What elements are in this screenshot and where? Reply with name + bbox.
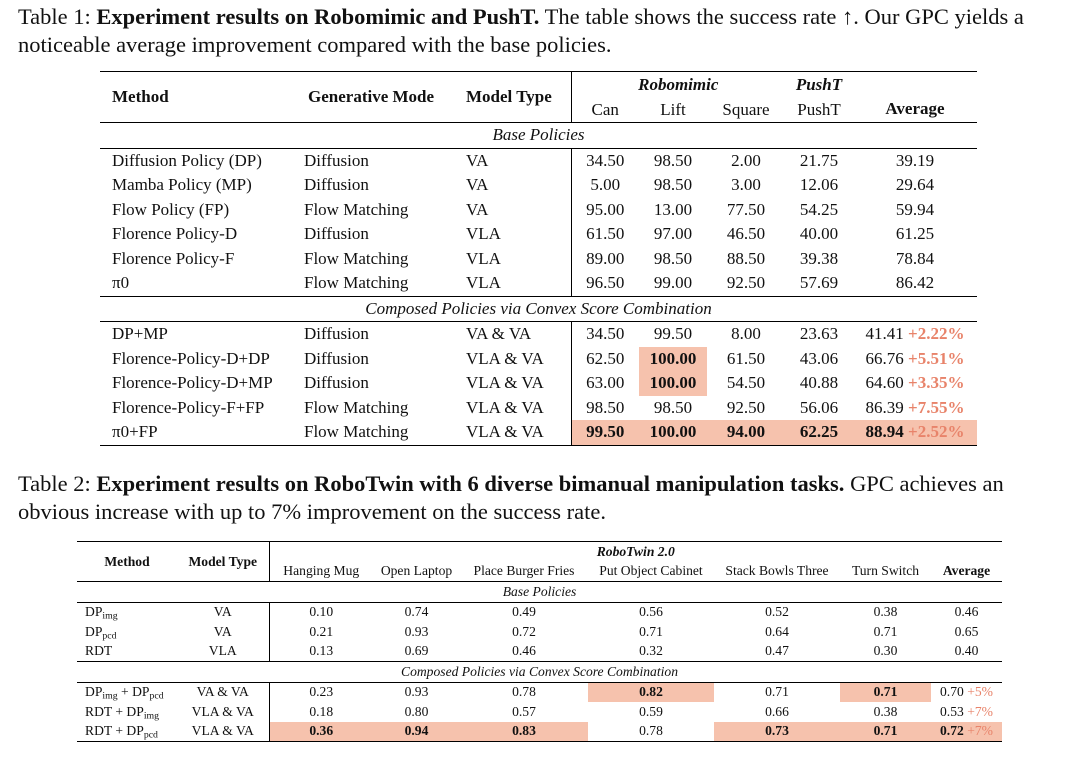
t1-header-robomimic: Robomimic <box>571 72 785 99</box>
average-value: 41.41 <box>865 324 904 344</box>
table-row <box>100 322 977 347</box>
method-cell <box>77 722 177 742</box>
type-cell: VLA <box>466 248 501 268</box>
average-cell: 0.65 <box>954 623 979 639</box>
average-cell: 39.19 <box>895 150 935 170</box>
method-cell: π0 <box>112 273 130 293</box>
lift-cell: 100.00 <box>639 420 707 445</box>
gain-value: +5% <box>967 684 993 700</box>
method-subscript: pcd <box>149 690 164 702</box>
lift-cell: 98.50 <box>653 175 693 195</box>
lift-cell: 100.00 <box>639 371 707 396</box>
pusht-cell: 54.25 <box>799 199 839 219</box>
method-cell: Florence-Policy-D+MP <box>112 373 273 393</box>
method-subscript: pcd <box>143 729 158 741</box>
type-cell: VLA & VA <box>191 703 254 719</box>
table-row <box>77 602 1002 622</box>
table-row <box>77 682 1002 702</box>
value-cell: 0.57 <box>512 703 536 719</box>
value-cell: 0.78 <box>512 684 536 700</box>
method-cell: Florence Policy-F <box>112 248 235 268</box>
value-cell: 0.13 <box>269 642 373 662</box>
pusht-cell: 39.38 <box>799 248 839 268</box>
average-cell <box>853 371 977 396</box>
table-row <box>100 347 977 372</box>
pusht-cell: 40.88 <box>799 373 839 393</box>
average-value: 0.53 <box>940 703 964 719</box>
method-name: DP <box>126 703 144 719</box>
can-cell: 62.50 <box>571 347 639 372</box>
mode-cell: Diffusion <box>304 224 369 244</box>
t2-section-composed: Composed Policies via Convex Score Combination <box>401 663 678 679</box>
t1-header-method: Method <box>112 87 169 106</box>
pusht-cell: 12.06 <box>799 175 839 195</box>
type-cell: VLA & VA <box>466 397 544 417</box>
type-cell: VA <box>466 175 489 195</box>
average-cell <box>853 420 977 445</box>
value-cell: 0.18 <box>269 702 373 722</box>
mode-cell: Flow Matching <box>304 273 409 293</box>
can-cell: 96.50 <box>571 271 639 296</box>
table-row <box>100 148 977 173</box>
average-value: 66.76 <box>865 348 904 368</box>
method-cell: π0+FP <box>112 422 158 442</box>
lift-cell: 98.50 <box>653 397 693 417</box>
method-subscript: img <box>102 690 118 702</box>
value-cell: 0.71 <box>639 623 663 639</box>
can-cell: 34.50 <box>571 322 639 347</box>
t1-header-type: Model Type <box>466 87 552 106</box>
t1-header-average: Average <box>885 99 945 118</box>
type-cell: VA & VA <box>466 324 532 344</box>
table-row <box>100 247 977 272</box>
value-cell: 0.38 <box>873 604 898 620</box>
type-cell: VLA <box>466 273 501 293</box>
pusht-cell: 62.25 <box>785 420 853 445</box>
table-row <box>100 271 977 296</box>
method-name: DP <box>85 604 103 620</box>
pusht-cell: 23.63 <box>799 324 839 344</box>
value-cell: 0.71 <box>765 684 789 700</box>
method-name: RDT <box>85 723 112 739</box>
value-cell: 0.71 <box>840 682 931 702</box>
method-cell <box>77 602 177 622</box>
average-cell <box>853 347 977 372</box>
value-cell: 0.56 <box>639 604 663 620</box>
method-cell: Florence-Policy-D+DP <box>112 348 270 368</box>
method-cell: DP+MP <box>112 324 168 344</box>
value-cell: 0.69 <box>404 643 429 659</box>
method-name: DP <box>126 723 144 739</box>
method-cell <box>77 622 177 642</box>
value-cell: 0.94 <box>373 722 460 742</box>
type-cell: VLA <box>466 224 501 244</box>
mode-cell: Flow Matching <box>304 422 409 442</box>
pusht-cell: 57.69 <box>799 273 839 293</box>
value-cell: 0.64 <box>765 623 789 639</box>
t1-header-pusht-group: PushT <box>795 75 843 94</box>
value-cell: 0.66 <box>765 703 789 719</box>
method-cell: Mamba Policy (MP) <box>112 175 252 195</box>
table1-caption-title: Experiment results on Robomimic and PushT. <box>96 4 540 29</box>
type-cell: VA <box>213 623 232 639</box>
t1-header-pusht: PushT <box>797 100 841 119</box>
table-row <box>100 198 977 223</box>
square-cell: 54.50 <box>726 373 766 393</box>
lift-cell: 98.50 <box>653 248 693 268</box>
lift-cell: 98.50 <box>653 150 693 170</box>
square-cell: 8.00 <box>731 324 761 344</box>
can-cell: 34.50 <box>571 148 639 173</box>
lift-cell: 99.50 <box>653 324 693 344</box>
t1-header-mode: Generative Mode <box>308 87 435 106</box>
value-cell: 0.36 <box>269 722 373 742</box>
method-name: DP <box>85 684 103 700</box>
table-row <box>100 396 977 421</box>
average-value: 88.94 <box>865 422 904 442</box>
type-cell: VLA & VA <box>191 723 254 739</box>
can-cell: 61.50 <box>571 222 639 247</box>
plus-sign: + <box>117 684 133 700</box>
average-cell <box>931 682 1002 702</box>
type-cell: VA <box>466 150 489 170</box>
type-cell: VLA & VA <box>466 348 544 368</box>
t1-header-lift: Lift <box>660 100 686 119</box>
square-cell: 88.50 <box>726 248 766 268</box>
table2-caption-label: Table 2: <box>18 471 91 496</box>
lift-cell: 13.00 <box>653 199 693 219</box>
table2-caption-text: GPC achieves an obvious increase with up to 7% improvement on the success rate. <box>18 471 1004 524</box>
plus-sign: + <box>111 723 127 739</box>
mode-cell: Flow Matching <box>304 248 409 268</box>
method-cell: Florence-Policy-F+FP <box>112 397 265 417</box>
value-cell: 0.83 <box>460 722 588 742</box>
method-subscript: img <box>143 710 160 722</box>
pusht-cell: 21.75 <box>799 150 839 170</box>
method-name: DP <box>132 684 150 700</box>
can-cell: 89.00 <box>571 247 639 272</box>
average-value: 64.60 <box>865 373 904 393</box>
method-cell <box>77 702 177 722</box>
lift-cell: 99.00 <box>653 273 693 293</box>
gain-value: +3.35% <box>908 373 965 393</box>
method-subscript: img <box>102 610 118 622</box>
plus-sign: + <box>111 703 127 719</box>
gain-value: +7.55% <box>908 397 965 417</box>
t2-header-type: Model Type <box>188 553 258 569</box>
t2-header-task: Place Burger Fries <box>473 563 575 579</box>
t2-header-task: Stack Bowls Three <box>725 563 829 579</box>
table-row <box>77 722 1002 742</box>
value-cell: 0.78 <box>639 723 663 739</box>
average-value: 0.70 <box>940 684 964 700</box>
value-cell: 0.10 <box>269 602 373 622</box>
table-row <box>100 420 977 445</box>
value-cell: 0.73 <box>714 722 840 742</box>
table2-caption-title: Experiment results on RoboTwin with 6 diverse bimanual manipulation tasks. <box>96 471 845 496</box>
pusht-cell: 43.06 <box>799 348 839 368</box>
t2-header-task: Turn Switch <box>851 563 920 579</box>
average-cell: 29.64 <box>895 175 935 195</box>
can-cell: 98.50 <box>571 396 639 421</box>
value-cell: 0.71 <box>873 623 898 639</box>
pusht-cell: 56.06 <box>799 397 839 417</box>
t2-header-robotwin: RoboTwin 2.0 <box>269 542 1002 562</box>
square-cell: 92.50 <box>726 273 766 293</box>
t2-header-task: Put Object Cabinet <box>599 563 703 579</box>
table-row <box>100 371 977 396</box>
can-cell: 99.50 <box>571 420 639 445</box>
method-cell: Flow Policy (FP) <box>112 199 230 219</box>
table1-caption <box>18 3 1068 59</box>
table1-caption-label: Table 1: <box>18 4 91 29</box>
method-name: RDT <box>85 703 112 719</box>
mode-cell: Diffusion <box>304 373 369 393</box>
square-cell: 94.00 <box>707 420 785 445</box>
average-cell: 86.42 <box>895 273 935 293</box>
lift-cell: 100.00 <box>639 347 707 372</box>
value-cell: 0.52 <box>765 604 789 620</box>
average-cell: 0.40 <box>954 643 979 659</box>
square-cell: 2.00 <box>731 150 761 170</box>
value-cell: 0.23 <box>269 682 373 702</box>
table-row <box>77 622 1002 642</box>
pusht-cell: 40.00 <box>799 224 839 244</box>
average-cell <box>931 702 1002 722</box>
can-cell: 95.00 <box>571 198 639 223</box>
average-cell: 0.46 <box>954 604 979 620</box>
t2-header-average: Average <box>942 563 991 579</box>
table2-caption <box>18 470 1068 526</box>
t2-header-task: Hanging Mug <box>269 562 373 582</box>
mode-cell: Diffusion <box>304 348 369 368</box>
gain-value: +2.52% <box>908 422 965 442</box>
type-cell: VLA <box>208 643 237 659</box>
average-cell <box>853 396 977 421</box>
square-cell: 92.50 <box>726 397 766 417</box>
type-cell: VA <box>466 199 489 219</box>
method-name: DP <box>85 623 103 639</box>
can-cell: 5.00 <box>571 173 639 198</box>
t2-header-task: Open Laptop <box>380 563 453 579</box>
square-cell: 61.50 <box>726 348 766 368</box>
value-cell: 0.93 <box>404 623 429 639</box>
value-cell: 0.38 <box>873 703 898 719</box>
value-cell: 0.93 <box>404 684 429 700</box>
value-cell: 0.82 <box>588 682 714 702</box>
type-cell: VA <box>213 604 232 620</box>
average-cell: 59.94 <box>895 199 935 219</box>
mode-cell: Flow Matching <box>304 397 409 417</box>
type-cell: VLA & VA <box>466 422 544 442</box>
average-value: 86.39 <box>865 397 904 417</box>
type-cell: VA & VA <box>196 684 249 700</box>
method-cell: Florence Policy-D <box>112 224 238 244</box>
t1-section-composed: Composed Policies via Convex Score Combination <box>365 298 712 318</box>
table2 <box>77 541 1002 742</box>
value-cell: 0.46 <box>512 643 536 659</box>
square-cell: 46.50 <box>726 224 766 244</box>
average-value: 0.72 <box>940 723 964 739</box>
gain-value: +5.51% <box>908 348 965 368</box>
gain-value: +2.22% <box>908 324 965 344</box>
method-cell: Diffusion Policy (DP) <box>112 150 262 170</box>
t1-header-square: Square <box>722 100 770 119</box>
average-cell: 61.25 <box>895 224 935 244</box>
mode-cell: Diffusion <box>304 324 369 344</box>
method-cell: RDT <box>85 643 113 659</box>
t1-header-can: Can <box>571 98 639 123</box>
mode-cell: Diffusion <box>304 175 369 195</box>
value-cell: 0.21 <box>269 622 373 642</box>
t2-section-base: Base Policies <box>502 583 577 599</box>
method-subscript: pcd <box>102 630 117 642</box>
value-cell: 0.80 <box>404 703 429 719</box>
method-cell <box>77 682 177 702</box>
value-cell: 0.47 <box>765 643 789 659</box>
value-cell: 0.49 <box>512 604 536 620</box>
gain-value: +7% <box>967 703 993 719</box>
table-row <box>77 642 1002 662</box>
square-cell: 3.00 <box>731 175 761 195</box>
t1-section-base: Base Policies <box>492 125 585 145</box>
table-row <box>100 173 977 198</box>
value-cell: 0.74 <box>404 604 429 620</box>
can-cell: 63.00 <box>571 371 639 396</box>
average-cell <box>853 322 977 347</box>
value-cell: 0.59 <box>639 703 663 719</box>
table-row <box>77 702 1002 722</box>
average-cell: 78.84 <box>895 248 935 268</box>
t2-header-method: Method <box>104 553 150 569</box>
type-cell: VLA & VA <box>466 373 544 393</box>
value-cell: 0.72 <box>512 623 536 639</box>
value-cell: 0.32 <box>639 643 663 659</box>
table1-caption-text: The table shows the success rate ↑. Our GPC yields a noticeable average improvement compared with the base policies. <box>18 4 1024 57</box>
average-cell <box>931 722 1002 742</box>
lift-cell: 97.00 <box>653 224 693 244</box>
table1 <box>100 71 977 446</box>
table-row <box>100 222 977 247</box>
value-cell: 0.30 <box>873 643 898 659</box>
square-cell: 77.50 <box>726 199 766 219</box>
gain-value: +7% <box>967 723 993 739</box>
mode-cell: Flow Matching <box>304 199 409 219</box>
mode-cell: Diffusion <box>304 150 369 170</box>
value-cell: 0.71 <box>840 722 931 742</box>
